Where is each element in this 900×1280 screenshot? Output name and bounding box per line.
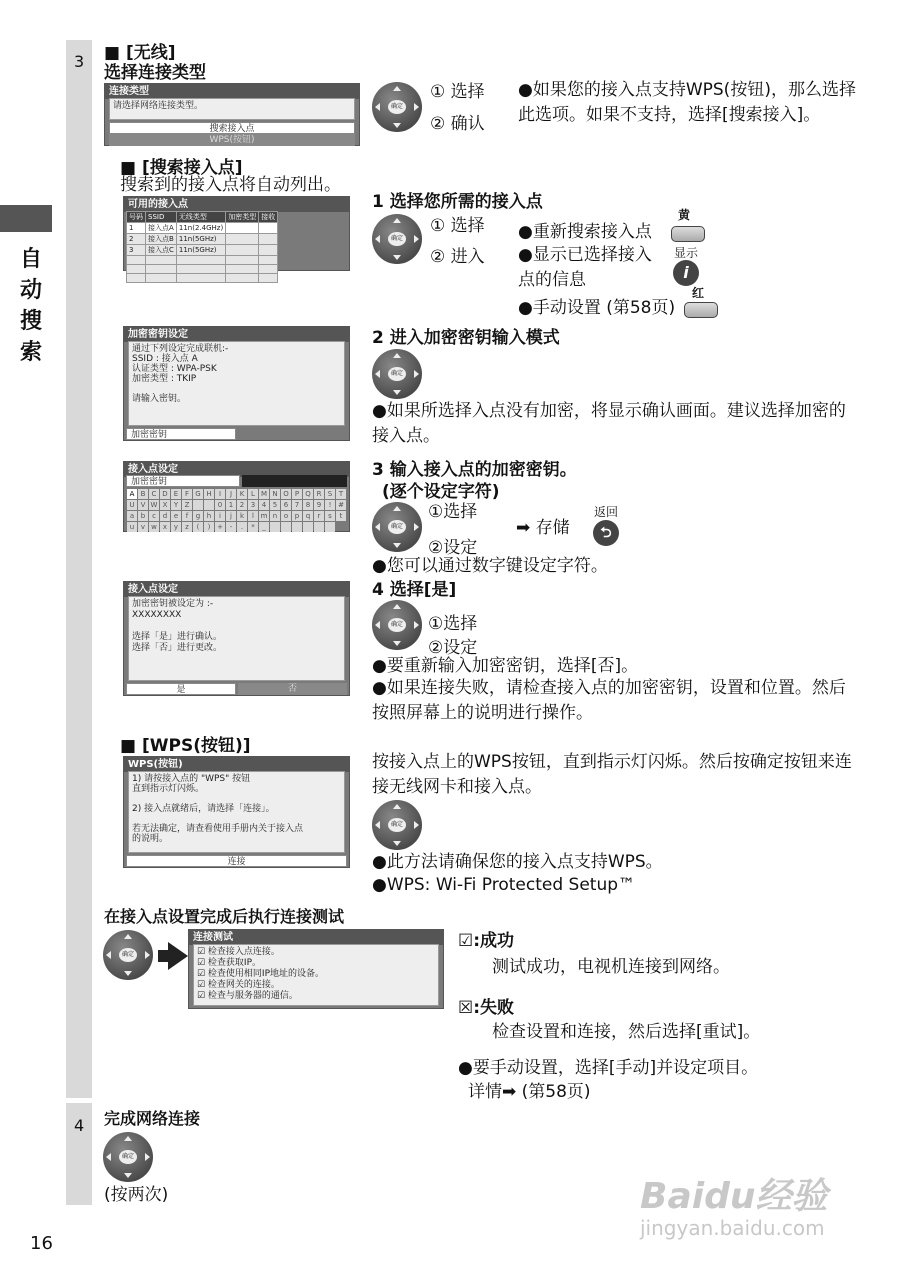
test-items bbox=[193, 944, 439, 1006]
watermark-logo: Baidu经验 bbox=[640, 1176, 828, 1217]
manual-note-2: 详情➡ (第58页) bbox=[468, 1082, 591, 1102]
step-title: 3 输入接入点的加密密钥。 bbox=[372, 460, 577, 480]
step-title: 2 进入加密密钥输入模式 bbox=[372, 328, 560, 348]
keyboard-key[interactable]: 5 bbox=[270, 500, 280, 510]
nav-select: ①选择 bbox=[428, 502, 478, 522]
keyboard-key[interactable]: r bbox=[314, 511, 324, 521]
screen-connection-test bbox=[188, 929, 444, 1009]
test-item: ☑ 检查使用相同IP地址的设备。 bbox=[197, 969, 325, 979]
keyboard-key[interactable]: . bbox=[237, 522, 247, 532]
section-heading: ■ [WPS(按钮)] bbox=[120, 736, 251, 756]
confirm-note-2: ●如果连接失败，请检查接入点的加密密钥，设置和位置。然后按照屏幕上的说明进行操作。 bbox=[372, 678, 846, 723]
keyboard-key[interactable]: # bbox=[336, 500, 346, 510]
nav-select: ① 选择 bbox=[430, 82, 485, 102]
keyboard-key[interactable]: * bbox=[248, 522, 258, 532]
table-row[interactable]: 2 接入点B 11n(5GHz) bbox=[127, 234, 278, 245]
keyboard-key[interactable] bbox=[292, 522, 302, 532]
opt-rescan: ●重新搜索接入点 bbox=[518, 222, 652, 242]
return-icon: ⮌ bbox=[593, 520, 619, 546]
col-header: 号码 bbox=[127, 212, 146, 223]
keyboard-key[interactable]: Q bbox=[303, 489, 313, 499]
keyboard-key[interactable]: _ bbox=[259, 522, 269, 532]
screen-body: 通过下列设定完成联机:- SSID : 接入点 A 认证类型 : WPA-PSK 加密类型 : TKIP 请输入密钥。 bbox=[128, 341, 345, 426]
keyboard-key[interactable]: y bbox=[171, 522, 181, 532]
table-row bbox=[127, 274, 278, 283]
keyboard-key[interactable]: P bbox=[292, 489, 302, 499]
table-row[interactable]: 1 接入点A 11n(2.4GHz) bbox=[127, 223, 278, 234]
keyboard-key[interactable] bbox=[325, 522, 335, 532]
keyboard-key[interactable]: 6 bbox=[281, 500, 291, 510]
remote-dpad-icon: 确定 bbox=[372, 502, 422, 552]
keyboard-key[interactable]: ! bbox=[325, 500, 335, 510]
keyboard-key[interactable]: X bbox=[160, 500, 170, 510]
keyboard-key[interactable]: c bbox=[149, 511, 159, 521]
keyboard-key[interactable]: H bbox=[204, 489, 214, 499]
keyboard-key[interactable] bbox=[314, 522, 324, 532]
keyboard-key[interactable]: ( bbox=[193, 522, 203, 532]
col-header: SSID bbox=[146, 212, 177, 223]
keyboard-key[interactable]: - bbox=[226, 522, 236, 532]
keyboard-key[interactable] bbox=[270, 522, 280, 532]
screen-keyboard bbox=[123, 461, 350, 532]
keyboard-key[interactable]: z bbox=[182, 522, 192, 532]
keyboard-key[interactable]: I bbox=[215, 489, 225, 499]
keyboard-key[interactable]: j bbox=[226, 511, 236, 521]
test-heading: 在接入点设置完成后执行连接测试 bbox=[104, 907, 345, 926]
keyboard-key[interactable]: n bbox=[270, 511, 280, 521]
keyboard-key[interactable]: h bbox=[204, 511, 214, 521]
keyboard-key[interactable]: K bbox=[237, 489, 247, 499]
keyboard-key[interactable]: d bbox=[160, 511, 170, 521]
nav-set: ②设定 bbox=[428, 538, 478, 558]
option-search-ap[interactable]: 搜索接入点 bbox=[109, 122, 355, 134]
screen-confirm-key bbox=[123, 581, 350, 696]
wps-desc: 按接入点上的WPS按钮，直到指示灯闪烁。然后按确定按钮来连接无线网卡和接入点。 bbox=[372, 752, 852, 797]
screen-title: 加密密钥设定 bbox=[124, 327, 349, 342]
nav-select: ① 选择 bbox=[430, 216, 485, 236]
keyboard-key[interactable]: f bbox=[182, 511, 192, 521]
keyboard-key[interactable]: l bbox=[248, 511, 258, 521]
keyboard-key[interactable]: L bbox=[248, 489, 258, 499]
keyboard-key[interactable]: 3 bbox=[248, 500, 258, 510]
fail-text: 检查设置和连接，然后选择[重试]。 bbox=[492, 1022, 761, 1042]
keyboard-key[interactable]: ) bbox=[204, 522, 214, 532]
screen-title: 接入点设定 bbox=[124, 582, 349, 597]
remote-dpad-icon: 确定 bbox=[372, 600, 422, 650]
step-number: 3 bbox=[74, 52, 85, 71]
key-input-box[interactable] bbox=[242, 475, 347, 487]
info-icon: i bbox=[673, 260, 699, 286]
keyboard-key[interactable]: + bbox=[215, 522, 225, 532]
test-item: ☑ 检查网关的连接。 bbox=[197, 980, 280, 990]
col-header: 接收 bbox=[259, 212, 278, 223]
side-tab-label: 自动搜索 bbox=[19, 247, 42, 365]
search-desc: 搜索到的接入点将自动列出。 bbox=[120, 175, 341, 195]
screen-title: 接入点设定 bbox=[124, 462, 349, 477]
opt-info: ●显示已选择接入点的信息 bbox=[518, 245, 652, 290]
remote-dpad-icon: 确定 bbox=[372, 82, 422, 132]
keyboard-key[interactable]: m bbox=[260, 512, 268, 520]
step-title: 1 选择您所需的接入点 bbox=[372, 192, 543, 212]
arrow-right-icon bbox=[168, 942, 188, 970]
screen-title: 连接测试 bbox=[189, 930, 443, 945]
remote-dpad-icon: 确定 bbox=[372, 349, 422, 399]
keyboard-key[interactable]: G bbox=[193, 489, 203, 499]
keyboard-key[interactable]: J bbox=[226, 489, 236, 499]
keyboard-key[interactable]: F bbox=[182, 489, 192, 499]
yellow-button-icon bbox=[671, 226, 705, 242]
keyboard-key[interactable]: C bbox=[149, 489, 159, 499]
keyboard-key[interactable]: i bbox=[215, 511, 225, 521]
return-label: 返回 bbox=[594, 505, 619, 519]
screen-title: WPS(按钮) bbox=[124, 757, 349, 772]
fail-label: ☒:失败 bbox=[458, 998, 515, 1018]
wps-note-1: ●此方法请确保您的接入点支持WPS。 bbox=[372, 852, 663, 872]
step-title: 4 选择[是] bbox=[372, 580, 457, 600]
keyboard-key[interactable]: W bbox=[150, 501, 158, 509]
keyboard-key[interactable]: 4 bbox=[259, 500, 269, 510]
keyboard-key[interactable] bbox=[193, 500, 203, 510]
keyboard-key[interactable]: V bbox=[138, 500, 148, 510]
keyboard-key[interactable]: 2 bbox=[237, 500, 247, 510]
section-subheading: 选择连接类型 bbox=[104, 63, 206, 83]
red-label: 红 bbox=[692, 286, 705, 300]
remote-dpad-icon: 确定 bbox=[372, 214, 422, 264]
confirm-note-1: ●要重新输入加密密钥，选择[否]。 bbox=[372, 656, 639, 676]
keyboard-key[interactable]: 8 bbox=[303, 500, 313, 510]
success-label: ☑:成功 bbox=[458, 931, 515, 951]
wireless-note: ●如果您的接入点支持WPS(按钮)，那么选择此选项。如果不支持，选择[搜索接入]。 bbox=[518, 80, 856, 125]
keyboard-key[interactable]: u bbox=[127, 522, 137, 532]
keyboard-key[interactable]: R bbox=[314, 489, 324, 499]
keyboard-key[interactable]: 7 bbox=[292, 500, 302, 510]
remote-dpad-icon: 确定 bbox=[103, 1132, 153, 1182]
keyboard-key[interactable] bbox=[281, 522, 291, 532]
no-button[interactable]: 否 bbox=[238, 683, 347, 695]
wps-note-2: ●WPS: Wi-Fi Protected Setup™ bbox=[372, 875, 636, 895]
step-subtitle: (逐个设定字符) bbox=[382, 482, 500, 502]
keyboard-key[interactable]: w bbox=[149, 522, 159, 532]
keyboard-key[interactable]: A bbox=[127, 489, 137, 499]
keyboard-key[interactable]: g bbox=[193, 511, 203, 521]
keyboard-key[interactable]: M bbox=[260, 490, 268, 498]
keyboard-key[interactable]: U bbox=[127, 500, 137, 510]
nav-set: ②设定 bbox=[428, 638, 478, 658]
keyboard-key[interactable]: o bbox=[281, 511, 291, 521]
screen-title: 可用的接入点 bbox=[124, 197, 349, 212]
screen-title: 连接类型 bbox=[105, 84, 359, 99]
table-row bbox=[127, 265, 278, 274]
enc-key-field[interactable]: 加密密钥 bbox=[126, 428, 236, 440]
connect-button[interactable]: 连接 bbox=[126, 855, 347, 867]
keyboard-key[interactable]: q bbox=[303, 511, 313, 521]
keyboard-key[interactable]: 0 bbox=[215, 500, 225, 510]
keyboard-key[interactable]: E bbox=[171, 489, 181, 499]
onscreen-keyboard[interactable] bbox=[127, 489, 346, 532]
keyboard-key[interactable]: 9 bbox=[314, 500, 324, 510]
keyboard-key[interactable]: b bbox=[138, 511, 148, 521]
keyboard-key[interactable]: k bbox=[237, 511, 247, 521]
keyboard-key[interactable]: 1 bbox=[226, 500, 236, 510]
screen-wps bbox=[123, 756, 350, 868]
keyboard-key[interactable]: O bbox=[281, 489, 291, 499]
page-number: 16 bbox=[30, 1233, 53, 1254]
test-item: ☑ 检查与服务器的通信。 bbox=[197, 991, 298, 1001]
keyboard-key[interactable]: x bbox=[160, 522, 170, 532]
keyboard-key[interactable]: D bbox=[160, 489, 170, 499]
keyboard-key[interactable]: Y bbox=[171, 500, 181, 510]
col-header: 加密类型 bbox=[226, 212, 259, 223]
remote-dpad-icon: 确定 bbox=[372, 800, 422, 850]
screen-available-ap bbox=[123, 196, 350, 271]
manual-note-1: ●要手动设置，选择[手动]并设定项目。 bbox=[458, 1058, 759, 1078]
keyin-note: ●您可以通过数字键设定字符。 bbox=[372, 556, 608, 576]
info-label: 显示 bbox=[674, 246, 699, 260]
section-heading: ■ [无线] bbox=[104, 43, 176, 63]
enc-key-field[interactable]: 加密密钥 bbox=[126, 475, 240, 487]
keyboard-key[interactable] bbox=[204, 500, 214, 510]
keyboard-key[interactable]: p bbox=[292, 511, 302, 521]
keyboard-key[interactable] bbox=[303, 522, 313, 532]
side-tab-bar bbox=[0, 205, 52, 232]
screen-body: 1) 请按接入点的 "WPS" 按钮 直到指示灯闪烁。 2) 接入点就绪后，请选择「连接」。 若无法确定，请查看使用手册内关于接入点 的说明。 bbox=[128, 771, 345, 853]
test-item: ☑ 检查接入点连接。 bbox=[197, 947, 280, 957]
keyboard-key[interactable]: v bbox=[138, 522, 148, 532]
opt-manual: ●手动设置 (第58页) bbox=[518, 298, 676, 318]
nav-confirm: ② 确认 bbox=[430, 114, 485, 134]
keyboard-key[interactable]: s bbox=[325, 511, 335, 521]
keyboard-key[interactable]: N bbox=[270, 489, 280, 499]
screen-enc-key-setup bbox=[123, 326, 350, 441]
watermark-url: jingyan.baidu.com bbox=[640, 1216, 825, 1240]
keyboard-key[interactable]: T bbox=[336, 489, 346, 499]
keyboard-key[interactable]: Z bbox=[182, 500, 192, 510]
store-label: ➡ 存储 bbox=[516, 518, 570, 538]
step4-note: (按两次) bbox=[104, 1185, 169, 1205]
option-wps[interactable]: WPS(按钮) bbox=[109, 134, 355, 146]
screen-body: 加密密钥被设定为 :- XXXXXXXX 选择「是」进行确认。 选择「否」进行更改。 bbox=[128, 596, 345, 681]
success-text: 测试成功，电视机连接到网络。 bbox=[492, 957, 730, 977]
enc-note: ●如果所选择入点没有加密，将显示确认画面。建议选择加密的接入点。 bbox=[372, 401, 846, 446]
keyboard-key[interactable]: t bbox=[336, 511, 346, 521]
keyboard-key[interactable]: S bbox=[325, 489, 335, 499]
step-column-3 bbox=[66, 40, 92, 1098]
nav-select: ①选择 bbox=[428, 614, 478, 634]
test-item: ☑ 检查获取IP。 bbox=[197, 958, 262, 968]
screen-prompt: 请选择网络连接类型。 bbox=[109, 98, 355, 120]
red-button-icon bbox=[684, 302, 718, 318]
table-row bbox=[127, 256, 278, 265]
col-header: 无线类型 bbox=[176, 212, 225, 223]
section-heading: ■ [搜索接入点] bbox=[120, 158, 243, 178]
step-number: 4 bbox=[74, 1116, 85, 1135]
yellow-label: 黄 bbox=[678, 208, 691, 222]
yes-button[interactable]: 是 bbox=[126, 683, 236, 695]
nav-enter: ② 进入 bbox=[430, 247, 485, 267]
keyboard-key[interactable]: a bbox=[127, 511, 137, 521]
screen-connection-type bbox=[104, 83, 360, 146]
step4-title: 完成网络连接 bbox=[104, 1109, 201, 1128]
remote-dpad-icon: 确定 bbox=[103, 930, 153, 980]
keyboard-key[interactable]: B bbox=[138, 489, 148, 499]
keyboard-key[interactable]: e bbox=[171, 511, 181, 521]
ap-table bbox=[126, 211, 278, 283]
table-row[interactable]: 3 接入点C 11n(5GHz) bbox=[127, 245, 278, 256]
